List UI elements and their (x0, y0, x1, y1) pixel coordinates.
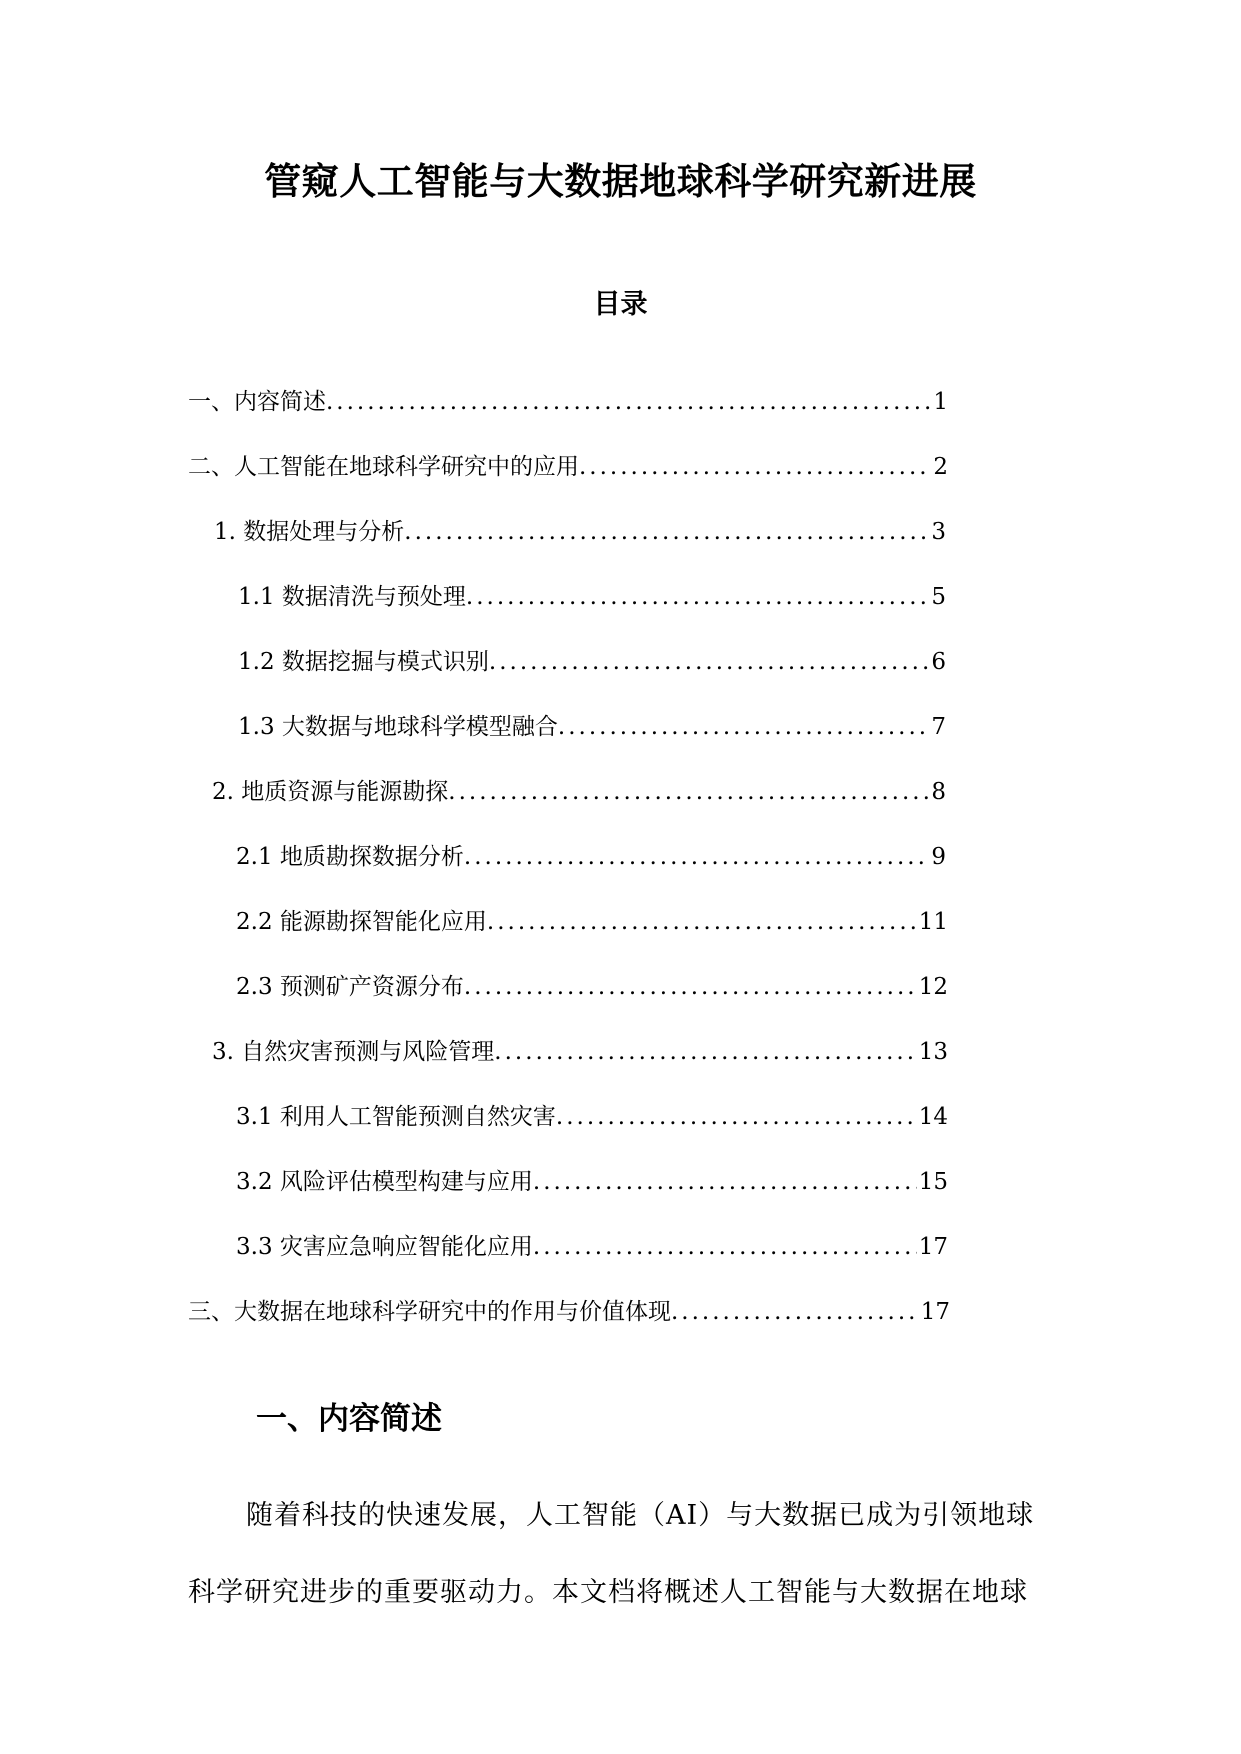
toc-entry-label: 1.3 大数据与地球科学模型融合 (238, 714, 558, 740)
toc-entry-page: 13 (918, 1039, 948, 1065)
toc-leader-dots (464, 844, 929, 870)
toc-entry-label: 3.3 灾害应急响应智能化应用 (236, 1234, 533, 1260)
toc-entry-page: 17 (920, 1299, 950, 1325)
toc-entry[interactable] (236, 838, 946, 868)
toc-entry-label: 2.2 能源勘探智能化应用 (236, 909, 487, 935)
toc-entry-label: 二、人工智能在地球科学研究中的应用 (188, 454, 579, 480)
toc-entry-label: 3. 自然灾害预测与风险管理 (212, 1039, 495, 1065)
toc-entry-label: 2.1 地质勘探数据分析 (236, 844, 464, 870)
toc-leader-dots (326, 389, 931, 415)
toc-leader-dots (558, 714, 929, 740)
toc-entry-page: 5 (931, 584, 946, 610)
toc-entry-label: 三、大数据在地球科学研究中的作用与价值体现 (188, 1299, 671, 1325)
toc-entry[interactable] (236, 1228, 948, 1258)
toc-entry-page: 1 (933, 389, 948, 415)
toc-entry-label: 2.3 预测矿产资源分布 (236, 974, 464, 1000)
toc-leader-dots (487, 909, 917, 935)
toc-entry[interactable] (188, 448, 948, 478)
toc-entry-page: 11 (918, 909, 948, 935)
toc-leader-dots (464, 974, 917, 1000)
toc-entry-label: 3.1 利用人工智能预测自然灾害 (236, 1104, 556, 1130)
toc-entry-page: 8 (931, 779, 946, 805)
toc-leader-dots (533, 1169, 917, 1195)
toc-entry[interactable] (212, 1033, 948, 1063)
toc-leader-dots (579, 454, 931, 480)
toc-entry[interactable] (238, 708, 946, 738)
toc-entry-label: 3.2 风险评估模型构建与应用 (236, 1169, 533, 1195)
toc-entry[interactable] (236, 1098, 948, 1128)
toc-entry-label: 一、内容简述 (188, 389, 326, 415)
toc-leader-dots (556, 1104, 917, 1130)
toc-entry[interactable] (214, 513, 946, 543)
toc-entry[interactable] (238, 643, 946, 673)
toc-leader-dots (489, 649, 929, 675)
toc-entry-label: 1. 数据处理与分析 (214, 519, 405, 545)
toc-entry[interactable] (236, 968, 948, 998)
toc-entry-page: 3 (931, 519, 946, 545)
toc-leader-dots (671, 1299, 919, 1325)
toc-entry[interactable] (188, 1293, 950, 1323)
toc-entry-label: 2. 地质资源与能源勘探 (212, 779, 449, 805)
toc-leader-dots (466, 584, 929, 610)
toc-entry-page: 2 (933, 454, 948, 480)
toc-entry-page: 7 (931, 714, 946, 740)
toc-entry-page: 6 (931, 649, 946, 675)
toc-leader-dots (533, 1234, 917, 1260)
toc-entry-page: 15 (918, 1169, 948, 1195)
body-paragraph: 随着科技的快速发展，人工智能（AI）与大数据已成为引领地球科学研究进步的重要驱动力。本文档将概述人工智能与大数据在地球 (188, 1500, 1035, 1608)
toc-entry[interactable] (236, 903, 948, 933)
document-title: 管窥人工智能与大数据地球科学研究新进展 (264, 159, 977, 203)
toc-leader-dots (494, 1039, 916, 1065)
section-heading: 一、内容简述 (256, 1401, 442, 1437)
toc-entry[interactable] (238, 578, 946, 608)
toc-leader-dots (448, 779, 929, 805)
toc-entry[interactable] (188, 383, 948, 413)
toc-leader-dots (404, 519, 929, 545)
toc-entry[interactable] (236, 1163, 948, 1193)
toc-entry-page: 14 (918, 1104, 948, 1130)
toc-entry-label: 1.2 数据挖掘与模式识别 (238, 649, 489, 675)
toc-entry-page: 9 (931, 844, 946, 870)
toc-heading: 目录 (593, 289, 648, 320)
toc-entry-label: 1.1 数据清洗与预处理 (238, 584, 466, 610)
toc-entry[interactable] (212, 773, 946, 803)
toc-entry-page: 17 (918, 1234, 948, 1260)
toc-entry-page: 12 (918, 974, 948, 1000)
